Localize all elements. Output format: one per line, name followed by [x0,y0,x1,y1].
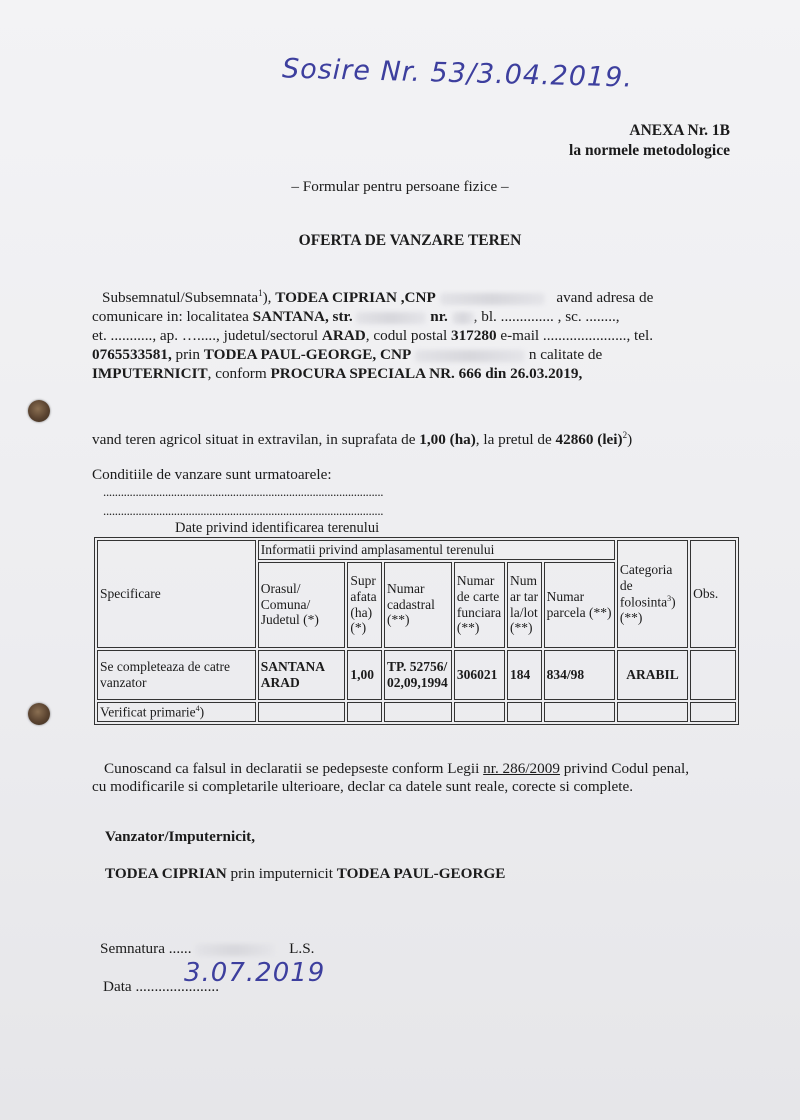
header-suprafata: Suprafata (ha) (*) [347,562,382,648]
cell-carte-funciara: 306021 [454,650,505,700]
row-vanzator-label: Se completeaza de catre vanzator [97,650,256,700]
form-type: – Formular pentru persoane fizice – [291,178,509,195]
redacted-signature [195,944,275,956]
cell-obs [690,650,736,700]
cell-tarla: 184 [507,650,542,700]
header-carte-funciara: Numar de carte funciara (**) [454,562,505,648]
conditions-dotted-line-2: ............................................................................................... [103,503,384,518]
signature-line: Semnatura ...... L.S. [100,940,315,957]
header-obs: Obs. [690,540,736,648]
redacted-cnp [440,293,545,305]
handwritten-registration: Sosire Nr. 53/3.04.2019. [281,53,634,94]
page-title: OFERTA DE VANZARE TEREN [298,232,522,249]
header-parcela: Numar parcela (**) [544,562,615,648]
annex-subtitle: la normele metodologice [569,142,730,159]
cell-cadastral: TP. 52756/ 02,09,1994 [384,650,452,700]
punch-hole [28,400,50,422]
role-label: Vanzator/Imputernicit, [105,828,256,845]
legal-line-2: cu modificarile si completarile ulterioare, declar ca datele sunt reale, corecte si complete. [92,778,633,795]
row-primarie-label: Verificat primarie$^4$) [97,702,256,722]
declaration-line-4: 0765533581, prin TODEA PAUL-GEORGE, CNP n calitate de [92,346,603,363]
redacted-number [452,312,474,324]
punch-hole [28,703,50,725]
redacted-proxy-cnp [415,350,525,362]
header-tarla: Numar tarla/lot (**) [507,562,542,648]
declaration-line-3: et. ..........., ap. …....., judetul/sectorul ARAD, codul postal 317280 e-mail ......................, tel. [92,327,654,344]
declaration-line-1: Subsemnatul/Subsemnata$^1$), TODEA CIPRIAN ,CNP avand adresa de [102,288,654,307]
signatory-line: TODEA CIPRIAN prin imputernicit TODEA PAUL-GEORGE [105,865,506,882]
conditions-dotted-line-1: ............................................................................................... [103,484,384,499]
annex-title: ANEXA Nr. 1B [629,122,730,139]
declaration-line-5: IMPUTERNICIT, conform PROCURA SPECIALA NR. 666 din 26.03.2019, [92,365,583,382]
handwritten-date: 3.07.2019 [184,958,326,988]
header-group-amplasament: Informatii privind amplasamentul terenului [258,540,615,560]
cell-parcela: 834/98 [544,650,615,700]
header-specificare: Specificare [97,540,256,648]
sale-statement: vand teren agricol situat in extravilan, in suprafata de 1,00 (ha), la pretul de 42860 (lei)$^2$) [92,430,633,449]
date-line: Data ...................... [103,978,219,995]
cell-suprafata: 1,00 [347,650,382,700]
conditions-label: Conditiile de vanzare sunt urmatoarele: [92,466,332,483]
land-identification-table [94,537,739,725]
header-oras: Orasul/ Comuna/ Judetul (*) [258,562,346,648]
cell-oras: SANTANA ARAD [258,650,346,700]
cell-categoria: ARABIL [617,650,688,700]
header-cadastral: Numar cadastral (**) [384,562,452,648]
redacted-street [356,312,426,324]
table-caption: Date privind identificarea terenului [175,520,380,536]
header-categoria: Categoria de folosinta$^3$) (**) [617,540,688,648]
declaration-line-2: comunicare in: localitatea SANTANA, str. nr. , bl. .............. , sc. ........, [92,308,620,325]
legal-line-1: Cunoscand ca falsul in declaratii se pedepseste conform Legii nr. 286/2009 privind Codul penal, [104,760,690,777]
